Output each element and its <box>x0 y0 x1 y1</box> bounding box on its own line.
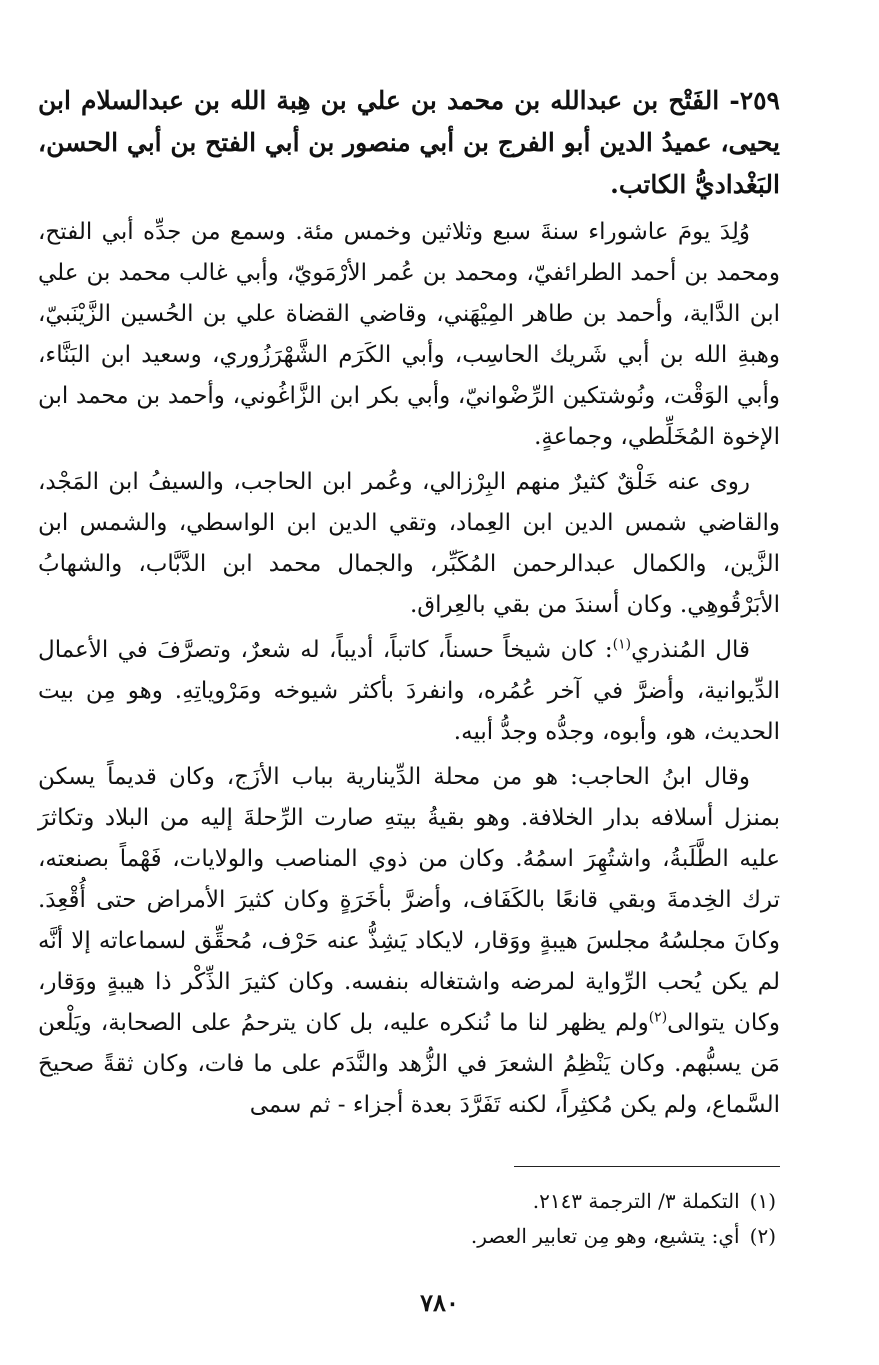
page-number: ٧٨٠ <box>420 1288 459 1317</box>
page-body <box>38 80 780 1130</box>
quote-text: : كان شيخاً حسناً، كاتباً، أديباً، له شعرٌ، وتصرَّفَ في الأعمال الدِّيوانية، وأضرَّ في آخر عُمُره، وانفردَ بأكثر شيوخه ومَرْوياتِهِ. وهو مِن بيت الحديث، هو، وأبوه، وجدُّه وجدُّ أبيه. <box>38 637 780 745</box>
footnote-text: أي: يتشيع، وهو مِن تعابير العصر. <box>470 1224 740 1248</box>
footnote-divider <box>514 1166 780 1167</box>
paragraph-mundhiri-quote <box>38 630 780 753</box>
footnote-text: التكملة ٣/ الترجمة ٢١٤٣. <box>532 1189 740 1213</box>
footnote-1 <box>38 1184 780 1219</box>
footnote-2 <box>38 1219 780 1254</box>
paragraph-birth-and-teachers: وُلِدَ يومَ عاشوراء سنةَ سبع وثلاثين وخمس مئة. وسمع من جدِّه أبي الفتح، ومحمد بن أحمد الطرائفيّ، ومحمد بن عُمر الأرْمَويّ، وأبي غالب محمد بن علي ابن الدَّاية، وأحمد بن طاهر المِيْهَني، وقاضي القضاة علي بن الحُسين الزَّيْنَبيّ، وهبةِ الله بن أبي شَريك الحاسِب، وأبي الكَرَم الشَّهْرَزُوري، وسعيد ابن البَنَّاء، وأبي الوَقْت، ونُوشتكين الرِّضْوانيّ، وأبي بكر ابن الزَّاغُوني، وأحمد بن محمد ابن الإخوة المُخَلِّطي، وجماعةٍ. <box>38 219 780 450</box>
footnote-number: (٢) <box>749 1224 776 1248</box>
quote-text-part1: وقال ابنُ الحاجب: هو من محلة الدِّينارية بباب الأزَج، وكان قديماً يسكن بمنزل أسلافه بدار الخلافة. وهو بقيةُ بيتهِ صارت الرِّحلةَ إليه من البلاد وتكاثرَ عليه الطَّلَبةُ، واشتُهِرَ اسمُهُ. وكان من ذوي المناصب والولايات، فَهْماً بصنعته، ترك الخِدمةَ وبقي قانعًا بالكَفَاف، وأضرَّ بأخَرَةٍ وكان كثيرَ الأمراض حتى أُقْعِدَ. وكانَ مجلسُهُ مجلسَ هيبةٍ ووَقار، لايكاد يَشِذُّ عنه حَرْف، مُحقِّق لسماعاته إلا أنَّه لم يكن يُحب الرِّواية لمرضه واشتغاله بنفسه. وكان كثيرَ الذِّكْر ذا هيبةٍ ووَقار، وكان يتوالى <box>38 764 780 1036</box>
footnote-number: (١) <box>749 1189 776 1213</box>
quote-text-part2: ولم يظهر لنا ما نُنكره عليه، بل كان يترحمُ على الصحابة، ويَلْعن مَن يسبُّهم. وكان يَنْظِمُ الشعرَ في الزُّهد والنَّدَم على ما فات، وكان ثقةً صحيحَ السَّماع، ولم يكن مُكثِراً، لكنه تَفَرَّدَ بعدة أجزاء - ثم سمى <box>38 1010 780 1118</box>
paragraph-ibn-hajib-quote <box>38 757 780 1126</box>
entry-heading: ٢٥٩- الفَتْح بن عبدالله بن محمد بن علي بن هِبة الله بن عبدالسلام ابن يحيى، عميدُ الدين أبو الفرج بن أبي منصور بن أبي الفتح بن أبي الحسن، البَغْداديُّ الكاتب. <box>38 86 780 199</box>
footnote-ref-2: (٢) <box>648 1009 668 1026</box>
footnotes <box>38 1184 780 1254</box>
quote-speaker: قال المُنذري <box>631 637 750 663</box>
footnote-ref-1: (١) <box>612 636 632 653</box>
paragraph-students: روى عنه خَلْقٌ كثيرٌ منهم البِرْزالي، وعُمر ابن الحاجب، والسيفُ ابن المَجْد، والقاضي شمس الدين ابن العِماد، وتقي الدين ابن الواسطي، والشمس ابن الزَّين، والكمال عبدالرحمن المُكَبِّر، والجمال محمد ابن الدَّبَّاب، والشهابُ الأبَرْقُوهِي. وكان أسندَ من بقي بالعِراق. <box>38 469 780 618</box>
